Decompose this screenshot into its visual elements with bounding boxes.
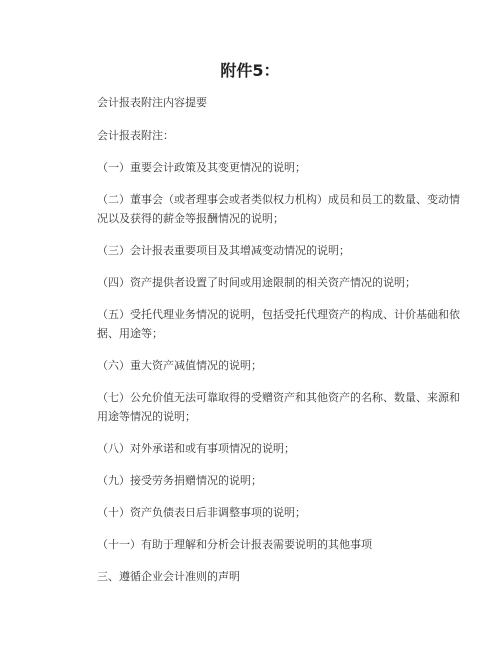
note-item-3: （三）会计报表重要项目及其增减变动情况的说明； bbox=[97, 244, 350, 257]
note-item-10: （十）资产负债表日后非调整事项的说明； bbox=[97, 506, 306, 519]
note-item-5-line1: （五）受托代理业务情况的说明，包括受托代理资产的构成、计价基础和依 bbox=[97, 308, 460, 321]
attachment-title: 附件5： bbox=[220, 61, 280, 80]
note-item-5-line2: 据、用途等； bbox=[97, 327, 163, 340]
note-item-2-line2: 况以及获得的薪金等报酬情况的说明； bbox=[97, 212, 284, 225]
note-item-7-line1: （七）公允价值无法可靠取得的受赠资产和其他资产的名称、数量、来源和 bbox=[97, 391, 460, 404]
note-item-1: （一）重要会计政策及其变更情况的说明； bbox=[97, 161, 306, 174]
note-item-2-line1: （二）董事会（或者理事会或者类似权力机构）成员和员工的数量、变动情 bbox=[97, 193, 460, 206]
note-item-11: （十一）有助于理解和分析会计报表需要说明的其他事项 bbox=[97, 538, 372, 551]
notes-heading: 会计报表附注： bbox=[97, 129, 174, 142]
note-item-8: （八）对外承诺和或有事项情况的说明； bbox=[97, 442, 295, 455]
note-item-9: （九）接受劳务捐赠情况的说明； bbox=[97, 474, 262, 487]
section-3-heading: 三、遵循企业会计准则的声明 bbox=[97, 570, 240, 583]
note-item-4: （四）资产提供者设置了时间或用途限制的相关资产情况的说明； bbox=[97, 276, 416, 289]
note-item-7-line2: 用途等情况的说明； bbox=[97, 410, 196, 423]
notes-summary-heading: 会计报表附注内容提要 bbox=[97, 96, 207, 109]
note-item-6: （六）重大资产减值情况的说明； bbox=[97, 359, 262, 372]
